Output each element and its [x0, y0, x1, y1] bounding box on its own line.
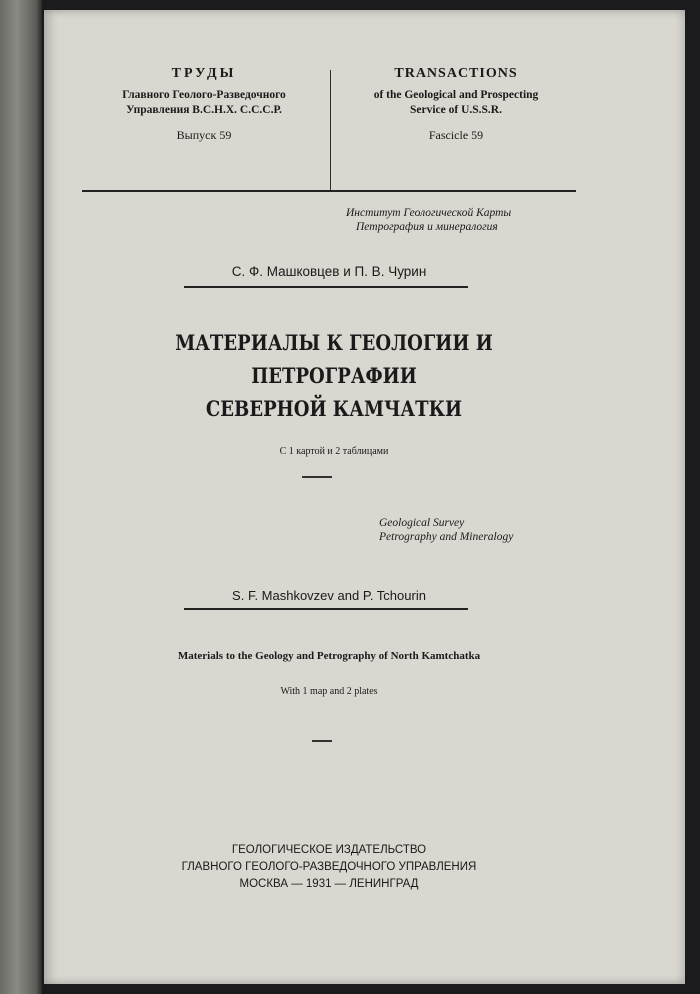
subtitle-ru: С 1 картой и 2 таблицами — [279, 446, 389, 457]
header-right — [334, 66, 578, 143]
title-page — [44, 10, 685, 984]
header-left-line1: Главного Геолого-Разведочного — [122, 89, 286, 101]
authors-en: S. F. Mashkovzev and P. Tchourin — [232, 588, 426, 603]
publisher-line3: МОСКВА — 1931 — ЛЕНИНГРАД — [239, 878, 419, 890]
header-right-line1: of the Geological and Prospecting — [373, 89, 539, 101]
publisher-line2: ГЛАВНОГО ГЕОЛОГО-РАЗВЕДОЧНОГО УПРАВЛЕНИЯ — [181, 861, 477, 873]
header-left — [82, 66, 326, 143]
main-title-ru-line1: МАТЕРИАЛЫ К ГЕОЛОГИИ И ПЕТРОГРАФИИ — [175, 330, 493, 388]
publisher — [124, 842, 534, 893]
header-left-title: ТРУДЫ — [171, 66, 237, 81]
header-divider — [330, 70, 331, 190]
institute-ru-line2: Петрография и минералогия — [356, 221, 498, 233]
institute-ru — [346, 206, 511, 234]
header-right-title: TRANSACTIONS — [394, 66, 518, 81]
authors-en-underline — [184, 608, 468, 610]
header-right-fascicle: Fascicle 59 — [428, 128, 484, 142]
institute-en-line2: Petrography and Mineralogy — [379, 531, 514, 543]
ornament-dash-1 — [302, 476, 332, 478]
header-right-line2: Service of U.S.S.R. — [410, 104, 502, 116]
main-title-ru-line2: СЕВЕРНОЙ КАМЧАТКИ — [205, 396, 463, 421]
subtitle-en: With 1 map and 2 plates — [280, 686, 378, 697]
institute-en — [379, 516, 513, 544]
authors-ru: С. Ф. Машковцев и П. В. Чурин — [231, 264, 427, 279]
header-left-fascicle: Выпуск 59 — [176, 128, 232, 142]
main-title-ru — [93, 326, 575, 425]
institute-en-line1: Geological Survey — [379, 517, 465, 529]
ornament-dash-2 — [312, 740, 332, 742]
header-rule — [82, 190, 576, 192]
header-left-line2: Управления В.С.Н.Х. С.С.С.Р. — [126, 104, 282, 116]
book-spine — [0, 0, 42, 994]
publisher-line1: ГЕОЛОГИЧЕСКОЕ ИЗДАТЕЛЬСТВО — [231, 844, 427, 856]
institute-ru-line1: Институт Геологической Карты — [346, 207, 512, 219]
main-title-en: Materials to the Geology and Petrography of North Kamtchatka — [177, 650, 481, 662]
authors-ru-underline — [184, 286, 468, 288]
